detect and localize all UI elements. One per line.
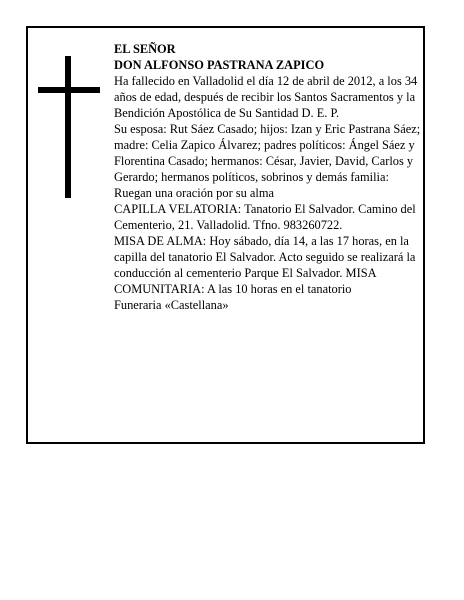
mass-details: MISA DE ALMA: Hoy sábado, día 14, a las 17 horas, en la capilla del tanatorio El Salvador. Acto seguido se realizará la conducción al cementerio Parque El Salvador. MISA COMUNITARIA: A las 10 horas en el tanatorio: [114, 234, 416, 296]
death-announcement: Ha fallecido en Valladolid el día 12 de abril de 2012, a los 34 años de edad, después de recibir los Santos Sacramentos y la Bendición Apostólica de Su Santidad D. E. P.: [114, 74, 418, 120]
cross-vertical-bar: [65, 56, 71, 198]
cross-icon: [38, 56, 100, 198]
cross-horizontal-bar: [38, 87, 100, 93]
deceased-honorific: EL SEÑOR: [114, 42, 176, 56]
funeral-home: Funeraria «Castellana»: [114, 298, 229, 312]
wake-location: CAPILLA VELATORIA: Tanatorio El Salvador. Camino del Cementerio, 21. Valladolid. Tfno. 983260722.: [114, 202, 416, 232]
prayer-request: Ruegan una oración por su alma: [114, 186, 274, 200]
obituary-notice: [26, 26, 425, 444]
deceased-name: DON ALFONSO PASTRANA ZAPICO: [114, 58, 325, 72]
notice-text: [114, 41, 422, 313]
family-list: Su esposa: Rut Sáez Casado; hijos: Izan y Eric Pastrana Sáez; madre: Celia Zapico Álvarez; padres políticos: Ángel Sáez y Florentina Casado; hermanos: César, Javier, David, Carlos y Gerardo; hermanos políticos, sobrinos y demás familia:: [114, 122, 421, 184]
